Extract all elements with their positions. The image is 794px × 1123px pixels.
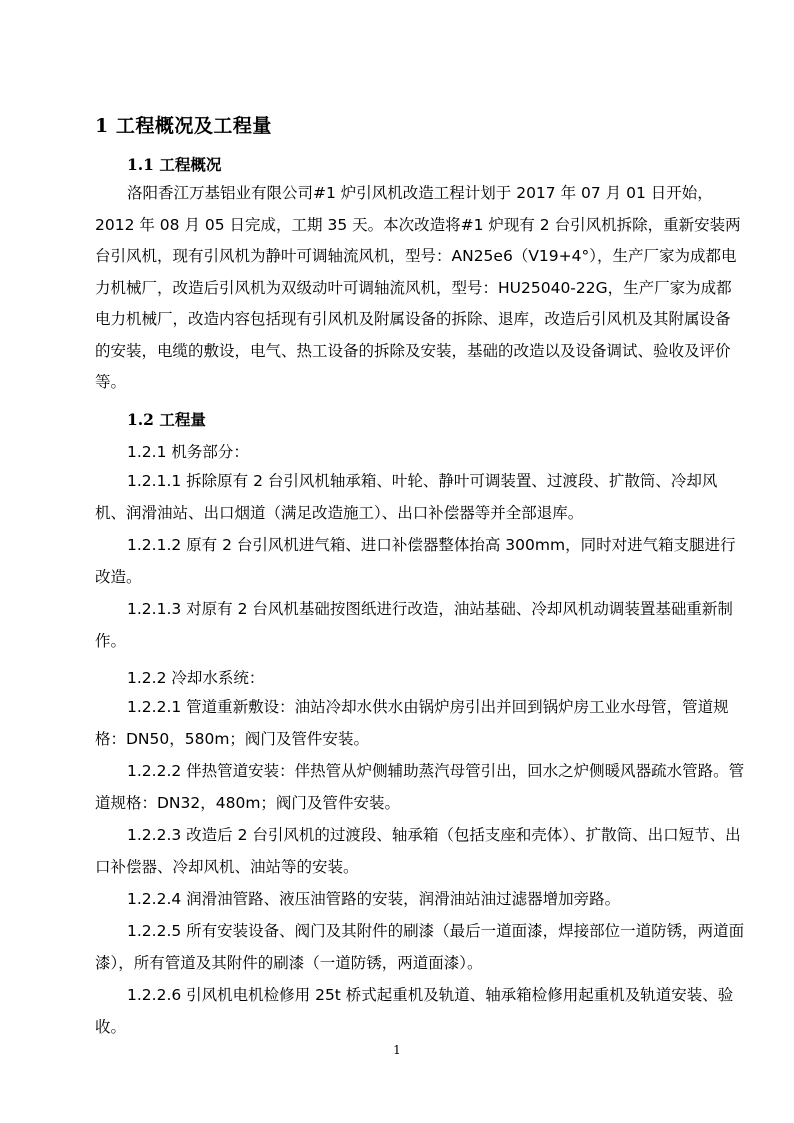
page-number: 1 [393, 1043, 401, 1057]
paragraph-1-2-2-5: 1.2.2.5 所有安装设备、阀门及其附件的刷漆（最后一道面漆，焊接部位一道防锈，两道面漆），所有管道及其附件的刷漆（一道防锈，两道面漆）。 [95, 922, 745, 972]
paragraph-overview: 洛阳香江万基铝业有限公司#1 炉引风机改造工程计划于 2017 年 07 月 01 日开始，2012 年 08 月 05 日完成，工期 35 天。本次改造将#1 炉现有 2 台引风机拆除，重新安装两台引风机，现有引风机为静叶可调轴流风机，型号：AN25e6（V19+4°），生产厂家为成都电力机械厂，改造后引风机为双级动叶可调轴流风机，型号：HU25040-22G，生产厂家为成都电力机械厂，改造内容包括现有引风机及附属设备的拆除、退库，改造后引风机及其附属设备的安装，电缆的敷设，电气、热工设备的拆除及安装，基础的改造以及设备调试、验收及评价等。 [95, 184, 741, 391]
item-1-2-1: 1.2.1 机务部分： [127, 443, 249, 461]
paragraph-1-2-1-2: 1.2.1.2 原有 2 台引风机进气箱、进口补偿器整体抬高 300mm，同时对进气箱支腿进行改造。 [95, 536, 736, 586]
paragraph-1-2-1-1: 1.2.1.1 拆除原有 2 台引风机轴承箱、叶轮、静叶可调装置、过渡段、扩散筒、冷却风机、润滑油站、出口烟道（满足改造施工）、出口补偿器等并全部退库。 [95, 472, 718, 522]
paragraph-1-2-2-4: 1.2.2.4 润滑油管路、液压油管路的安装，润滑油站油过滤器增加旁路。 [127, 890, 621, 908]
paragraph-1-2-2-1: 1.2.2.1 管道重新敷设：油站冷却水供水由锅炉房引出并回到锅炉房工业水母管，管道规格：DN50，580m；阀门及管件安装。 [95, 698, 729, 748]
subsection-heading-1-2: 1.2 工程量 [127, 410, 206, 429]
section-heading-1: 1 工程概况及工程量 [95, 115, 272, 137]
item-1-2-2: 1.2.2 冷却水系统： [127, 669, 265, 687]
paragraph-1-2-1-3: 1.2.1.3 对原有 2 台风机基础按图纸进行改造，油站基础、冷却风机动调装置基础重新制作。 [95, 600, 733, 650]
paragraph-1-2-2-6: 1.2.2.6 引风机电机检修用 25t 桥式起重机及轨道、轴承箱检修用起重机及轨道安装、验收。 [95, 986, 734, 1036]
paragraph-1-2-2-3: 1.2.2.3 改造后 2 台引风机的过渡段、轴承箱（包括支座和壳体）、扩散筒、出口短节、出口补偿器、冷却风机、油站等的安装。 [95, 826, 741, 876]
paragraph-1-2-2-2: 1.2.2.2 伴热管道安装：伴热管从炉侧辅助蒸汽母管引出，回水之炉侧暖风器疏水管路。管道规格：DN32，480m；阀门及管件安装。 [95, 762, 745, 812]
subsection-heading-1-1: 1.1 工程概况 [127, 155, 222, 174]
